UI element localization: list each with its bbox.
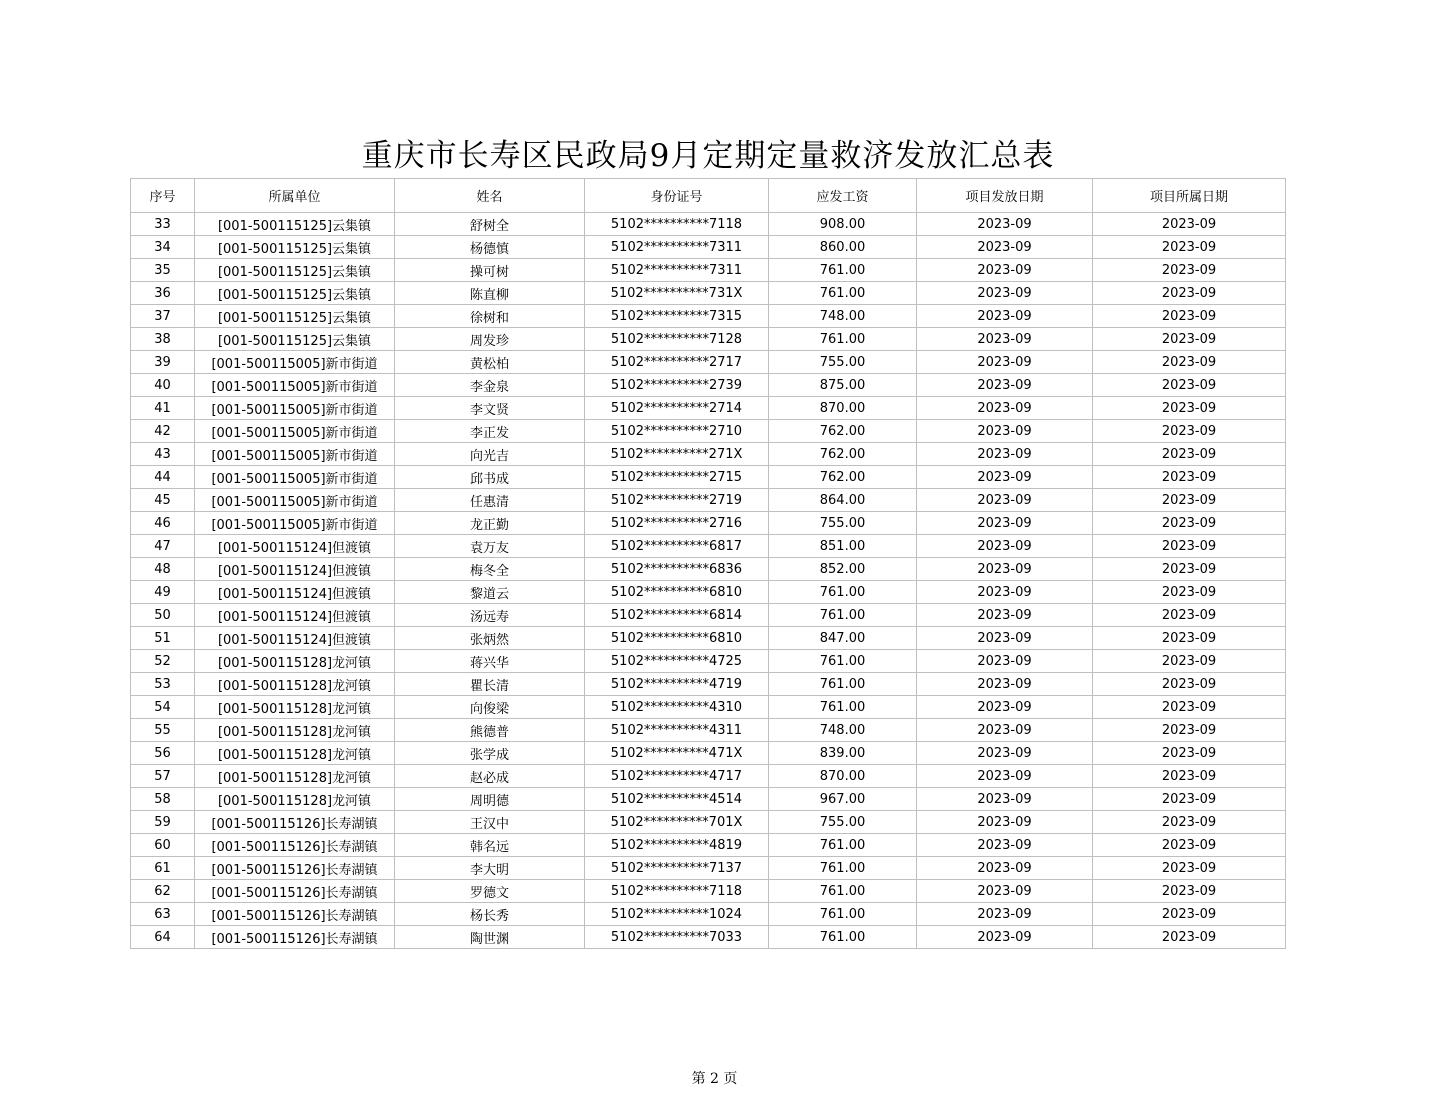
table-row: [131, 857, 1286, 880]
cell-unit: [001-500115125]云集镇: [195, 236, 395, 259]
cell-id-number: 5102**********6810: [585, 581, 769, 604]
cell-amount: 761.00: [769, 259, 917, 282]
cell-issue-date: 2023-09: [917, 443, 1093, 466]
cell-period-date: 2023-09: [1093, 696, 1286, 719]
cell-index: 43: [131, 443, 195, 466]
cell-index: 47: [131, 535, 195, 558]
cell-period-date: 2023-09: [1093, 581, 1286, 604]
cell-id-number: 5102**********2739: [585, 374, 769, 397]
cell-index: 44: [131, 466, 195, 489]
cell-amount: 875.00: [769, 374, 917, 397]
cell-period-date: 2023-09: [1093, 397, 1286, 420]
cell-id-number: 5102**********731X: [585, 282, 769, 305]
cell-issue-date: 2023-09: [917, 236, 1093, 259]
cell-name: 汤远寿: [395, 604, 585, 627]
cell-id-number: 5102**********701X: [585, 811, 769, 834]
cell-amount: 748.00: [769, 719, 917, 742]
cell-amount: 755.00: [769, 512, 917, 535]
cell-unit: [001-500115128]龙河镇: [195, 650, 395, 673]
cell-amount: 761.00: [769, 857, 917, 880]
header-name: 姓名: [395, 179, 585, 213]
cell-index: 61: [131, 857, 195, 880]
cell-amount: 908.00: [769, 213, 917, 236]
cell-period-date: 2023-09: [1093, 673, 1286, 696]
cell-period-date: 2023-09: [1093, 328, 1286, 351]
cell-unit: [001-500115125]云集镇: [195, 213, 395, 236]
cell-id-number: 5102**********7315: [585, 305, 769, 328]
cell-period-date: 2023-09: [1093, 489, 1286, 512]
cell-unit: [001-500115125]云集镇: [195, 305, 395, 328]
cell-unit: [001-500115005]新市街道: [195, 443, 395, 466]
cell-amount: 761.00: [769, 328, 917, 351]
cell-name: 李文贤: [395, 397, 585, 420]
cell-issue-date: 2023-09: [917, 351, 1093, 374]
cell-unit: [001-500115005]新市街道: [195, 489, 395, 512]
cell-period-date: 2023-09: [1093, 719, 1286, 742]
table-row: [131, 765, 1286, 788]
cell-id-number: 5102**********2714: [585, 397, 769, 420]
cell-id-number: 5102**********4819: [585, 834, 769, 857]
cell-unit: [001-500115126]长寿湖镇: [195, 811, 395, 834]
cell-amount: 762.00: [769, 420, 917, 443]
cell-amount: 761.00: [769, 696, 917, 719]
cell-amount: 748.00: [769, 305, 917, 328]
table-row: [131, 719, 1286, 742]
cell-amount: 870.00: [769, 397, 917, 420]
cell-unit: [001-500115005]新市街道: [195, 466, 395, 489]
cell-id-number: 5102**********2710: [585, 420, 769, 443]
cell-issue-date: 2023-09: [917, 489, 1093, 512]
cell-name: 邱书成: [395, 466, 585, 489]
cell-issue-date: 2023-09: [917, 282, 1093, 305]
table-row: [131, 213, 1286, 236]
cell-index: 40: [131, 374, 195, 397]
cell-issue-date: 2023-09: [917, 673, 1093, 696]
cell-id-number: 5102**********4719: [585, 673, 769, 696]
cell-unit: [001-500115005]新市街道: [195, 420, 395, 443]
cell-period-date: 2023-09: [1093, 926, 1286, 949]
cell-issue-date: 2023-09: [917, 696, 1093, 719]
cell-unit: [001-500115005]新市街道: [195, 397, 395, 420]
cell-issue-date: 2023-09: [917, 558, 1093, 581]
cell-amount: 851.00: [769, 535, 917, 558]
table-row: [131, 742, 1286, 765]
cell-period-date: 2023-09: [1093, 351, 1286, 374]
cell-index: 53: [131, 673, 195, 696]
cell-name: 罗德文: [395, 880, 585, 903]
table-row: [131, 512, 1286, 535]
cell-name: 王汉中: [395, 811, 585, 834]
cell-unit: [001-500115125]云集镇: [195, 282, 395, 305]
cell-issue-date: 2023-09: [917, 213, 1093, 236]
cell-issue-date: 2023-09: [917, 765, 1093, 788]
cell-period-date: 2023-09: [1093, 443, 1286, 466]
cell-issue-date: 2023-09: [917, 328, 1093, 351]
cell-index: 34: [131, 236, 195, 259]
cell-amount: 762.00: [769, 466, 917, 489]
cell-index: 52: [131, 650, 195, 673]
cell-period-date: 2023-09: [1093, 466, 1286, 489]
cell-issue-date: 2023-09: [917, 742, 1093, 765]
table-row: [131, 443, 1286, 466]
cell-index: 38: [131, 328, 195, 351]
table-row: [131, 926, 1286, 949]
cell-period-date: 2023-09: [1093, 305, 1286, 328]
cell-amount: 755.00: [769, 811, 917, 834]
cell-index: 49: [131, 581, 195, 604]
cell-name: 熊德普: [395, 719, 585, 742]
cell-unit: [001-500115128]龙河镇: [195, 719, 395, 742]
table-row: [131, 397, 1286, 420]
table-row: [131, 650, 1286, 673]
cell-period-date: 2023-09: [1093, 788, 1286, 811]
cell-amount: 967.00: [769, 788, 917, 811]
cell-name: 李大明: [395, 857, 585, 880]
table-row: [131, 834, 1286, 857]
cell-name: 张炳然: [395, 627, 585, 650]
cell-unit: [001-500115126]长寿湖镇: [195, 926, 395, 949]
cell-amount: 761.00: [769, 604, 917, 627]
cell-name: 操可树: [395, 259, 585, 282]
table-row: [131, 328, 1286, 351]
cell-amount: 870.00: [769, 765, 917, 788]
cell-id-number: 5102**********4725: [585, 650, 769, 673]
cell-name: 袁万友: [395, 535, 585, 558]
table-row: [131, 351, 1286, 374]
cell-id-number: 5102**********7118: [585, 213, 769, 236]
cell-index: 62: [131, 880, 195, 903]
cell-name: 韩名远: [395, 834, 585, 857]
cell-period-date: 2023-09: [1093, 903, 1286, 926]
cell-amount: 761.00: [769, 880, 917, 903]
cell-unit: [001-500115125]云集镇: [195, 259, 395, 282]
cell-period-date: 2023-09: [1093, 742, 1286, 765]
cell-index: 36: [131, 282, 195, 305]
table-row: [131, 604, 1286, 627]
table-row: [131, 558, 1286, 581]
cell-amount: 852.00: [769, 558, 917, 581]
cell-issue-date: 2023-09: [917, 903, 1093, 926]
cell-period-date: 2023-09: [1093, 374, 1286, 397]
cell-unit: [001-500115124]但渡镇: [195, 581, 395, 604]
cell-name: 徐树和: [395, 305, 585, 328]
cell-issue-date: 2023-09: [917, 604, 1093, 627]
table-row: [131, 880, 1286, 903]
cell-index: 42: [131, 420, 195, 443]
cell-amount: 761.00: [769, 282, 917, 305]
cell-unit: [001-500115005]新市街道: [195, 374, 395, 397]
cell-id-number: 5102**********7118: [585, 880, 769, 903]
header-amount: 应发工资: [769, 179, 917, 213]
cell-issue-date: 2023-09: [917, 420, 1093, 443]
cell-issue-date: 2023-09: [917, 581, 1093, 604]
cell-name: 瞿长清: [395, 673, 585, 696]
header-id-number: 身份证号: [585, 179, 769, 213]
cell-period-date: 2023-09: [1093, 834, 1286, 857]
cell-id-number: 5102**********6836: [585, 558, 769, 581]
table-row: [131, 374, 1286, 397]
cell-issue-date: 2023-09: [917, 926, 1093, 949]
cell-index: 46: [131, 512, 195, 535]
cell-id-number: 5102**********6814: [585, 604, 769, 627]
header-unit: 所属单位: [195, 179, 395, 213]
cell-period-date: 2023-09: [1093, 420, 1286, 443]
cell-name: 黎道云: [395, 581, 585, 604]
cell-index: 41: [131, 397, 195, 420]
cell-issue-date: 2023-09: [917, 857, 1093, 880]
cell-index: 63: [131, 903, 195, 926]
cell-period-date: 2023-09: [1093, 236, 1286, 259]
cell-id-number: 5102**********4717: [585, 765, 769, 788]
cell-issue-date: 2023-09: [917, 535, 1093, 558]
cell-name: 陈直柳: [395, 282, 585, 305]
cell-period-date: 2023-09: [1093, 627, 1286, 650]
cell-unit: [001-500115126]长寿湖镇: [195, 857, 395, 880]
table-row: [131, 466, 1286, 489]
cell-issue-date: 2023-09: [917, 259, 1093, 282]
cell-period-date: 2023-09: [1093, 604, 1286, 627]
cell-unit: [001-500115128]龙河镇: [195, 673, 395, 696]
cell-name: 任惠清: [395, 489, 585, 512]
cell-amount: 761.00: [769, 581, 917, 604]
cell-index: 55: [131, 719, 195, 742]
cell-amount: 839.00: [769, 742, 917, 765]
cell-index: 39: [131, 351, 195, 374]
cell-name: 周发珍: [395, 328, 585, 351]
cell-index: 59: [131, 811, 195, 834]
cell-unit: [001-500115126]长寿湖镇: [195, 834, 395, 857]
table-row: [131, 673, 1286, 696]
cell-issue-date: 2023-09: [917, 397, 1093, 420]
cell-unit: [001-500115128]龙河镇: [195, 788, 395, 811]
cell-index: 64: [131, 926, 195, 949]
cell-id-number: 5102**********7128: [585, 328, 769, 351]
cell-index: 50: [131, 604, 195, 627]
cell-amount: 761.00: [769, 926, 917, 949]
cell-index: 58: [131, 788, 195, 811]
cell-amount: 762.00: [769, 443, 917, 466]
table-row: [131, 581, 1286, 604]
cell-id-number: 5102**********2716: [585, 512, 769, 535]
cell-name: 舒树全: [395, 213, 585, 236]
table-row: [131, 696, 1286, 719]
cell-period-date: 2023-09: [1093, 650, 1286, 673]
cell-id-number: 5102**********6817: [585, 535, 769, 558]
table-row: [131, 259, 1286, 282]
cell-issue-date: 2023-09: [917, 880, 1093, 903]
relief-table: [130, 178, 1286, 949]
cell-unit: [001-500115128]龙河镇: [195, 765, 395, 788]
table-body: [131, 213, 1286, 949]
table-header-row: [131, 179, 1286, 213]
cell-period-date: 2023-09: [1093, 213, 1286, 236]
cell-index: 60: [131, 834, 195, 857]
cell-issue-date: 2023-09: [917, 374, 1093, 397]
cell-id-number: 5102**********4311: [585, 719, 769, 742]
cell-id-number: 5102**********2717: [585, 351, 769, 374]
document-title: 重庆市长寿区民政局9月定期定量救济发放汇总表: [361, 138, 1055, 174]
cell-issue-date: 2023-09: [917, 305, 1093, 328]
table-row: [131, 420, 1286, 443]
cell-index: 45: [131, 489, 195, 512]
cell-unit: [001-500115126]长寿湖镇: [195, 903, 395, 926]
cell-id-number: 5102**********7033: [585, 926, 769, 949]
cell-issue-date: 2023-09: [917, 650, 1093, 673]
cell-unit: [001-500115128]龙河镇: [195, 742, 395, 765]
cell-name: 龙正勤: [395, 512, 585, 535]
cell-id-number: 5102**********2715: [585, 466, 769, 489]
cell-name: 黄松柏: [395, 351, 585, 374]
cell-id-number: 5102**********4310: [585, 696, 769, 719]
cell-name: 蒋兴华: [395, 650, 585, 673]
table-row: [131, 627, 1286, 650]
cell-id-number: 5102**********6810: [585, 627, 769, 650]
cell-period-date: 2023-09: [1093, 880, 1286, 903]
cell-index: 54: [131, 696, 195, 719]
cell-index: 51: [131, 627, 195, 650]
table-row: [131, 236, 1286, 259]
cell-name: 李正发: [395, 420, 585, 443]
cell-issue-date: 2023-09: [917, 627, 1093, 650]
cell-period-date: 2023-09: [1093, 535, 1286, 558]
cell-id-number: 5102**********7311: [585, 236, 769, 259]
cell-unit: [001-500115005]新市街道: [195, 351, 395, 374]
table-row: [131, 811, 1286, 834]
cell-name: 周明德: [395, 788, 585, 811]
header-issue-date: 项目发放日期: [917, 179, 1093, 213]
cell-amount: 761.00: [769, 673, 917, 696]
cell-index: 35: [131, 259, 195, 282]
cell-id-number: 5102**********7311: [585, 259, 769, 282]
table-row: [131, 305, 1286, 328]
cell-unit: [001-500115128]龙河镇: [195, 696, 395, 719]
cell-id-number: 5102**********271X: [585, 443, 769, 466]
table-row: [131, 489, 1286, 512]
cell-name: 梅冬全: [395, 558, 585, 581]
cell-unit: [001-500115126]长寿湖镇: [195, 880, 395, 903]
table-row: [131, 903, 1286, 926]
cell-unit: [001-500115125]云集镇: [195, 328, 395, 351]
cell-period-date: 2023-09: [1093, 857, 1286, 880]
cell-amount: 864.00: [769, 489, 917, 512]
cell-period-date: 2023-09: [1093, 811, 1286, 834]
table-row: [131, 788, 1286, 811]
cell-id-number: 5102**********471X: [585, 742, 769, 765]
cell-period-date: 2023-09: [1093, 765, 1286, 788]
cell-period-date: 2023-09: [1093, 558, 1286, 581]
cell-amount: 761.00: [769, 650, 917, 673]
cell-issue-date: 2023-09: [917, 788, 1093, 811]
cell-issue-date: 2023-09: [917, 512, 1093, 535]
cell-name: 陶世渊: [395, 926, 585, 949]
cell-amount: 860.00: [769, 236, 917, 259]
cell-name: 向光吉: [395, 443, 585, 466]
cell-unit: [001-500115005]新市街道: [195, 512, 395, 535]
header-period-date: 项目所属日期: [1093, 179, 1286, 213]
cell-issue-date: 2023-09: [917, 466, 1093, 489]
cell-name: 杨德慎: [395, 236, 585, 259]
cell-name: 杨长秀: [395, 903, 585, 926]
cell-period-date: 2023-09: [1093, 512, 1286, 535]
header-index: 序号: [131, 179, 195, 213]
cell-amount: 847.00: [769, 627, 917, 650]
cell-issue-date: 2023-09: [917, 834, 1093, 857]
cell-name: 李金泉: [395, 374, 585, 397]
cell-index: 48: [131, 558, 195, 581]
cell-name: 向俊梁: [395, 696, 585, 719]
cell-name: 张学成: [395, 742, 585, 765]
cell-issue-date: 2023-09: [917, 719, 1093, 742]
cell-id-number: 5102**********4514: [585, 788, 769, 811]
cell-id-number: 5102**********7137: [585, 857, 769, 880]
cell-unit: [001-500115124]但渡镇: [195, 604, 395, 627]
cell-index: 33: [131, 213, 195, 236]
table-row: [131, 535, 1286, 558]
cell-period-date: 2023-09: [1093, 259, 1286, 282]
cell-unit: [001-500115124]但渡镇: [195, 558, 395, 581]
table-row: [131, 282, 1286, 305]
cell-amount: 761.00: [769, 903, 917, 926]
cell-unit: [001-500115124]但渡镇: [195, 535, 395, 558]
cell-period-date: 2023-09: [1093, 282, 1286, 305]
cell-issue-date: 2023-09: [917, 811, 1093, 834]
cell-id-number: 5102**********2719: [585, 489, 769, 512]
cell-index: 37: [131, 305, 195, 328]
cell-amount: 755.00: [769, 351, 917, 374]
cell-amount: 761.00: [769, 834, 917, 857]
page-number: 第 2 页: [691, 1071, 738, 1087]
cell-index: 56: [131, 742, 195, 765]
cell-name: 赵必成: [395, 765, 585, 788]
cell-index: 57: [131, 765, 195, 788]
cell-id-number: 5102**********1024: [585, 903, 769, 926]
cell-unit: [001-500115124]但渡镇: [195, 627, 395, 650]
